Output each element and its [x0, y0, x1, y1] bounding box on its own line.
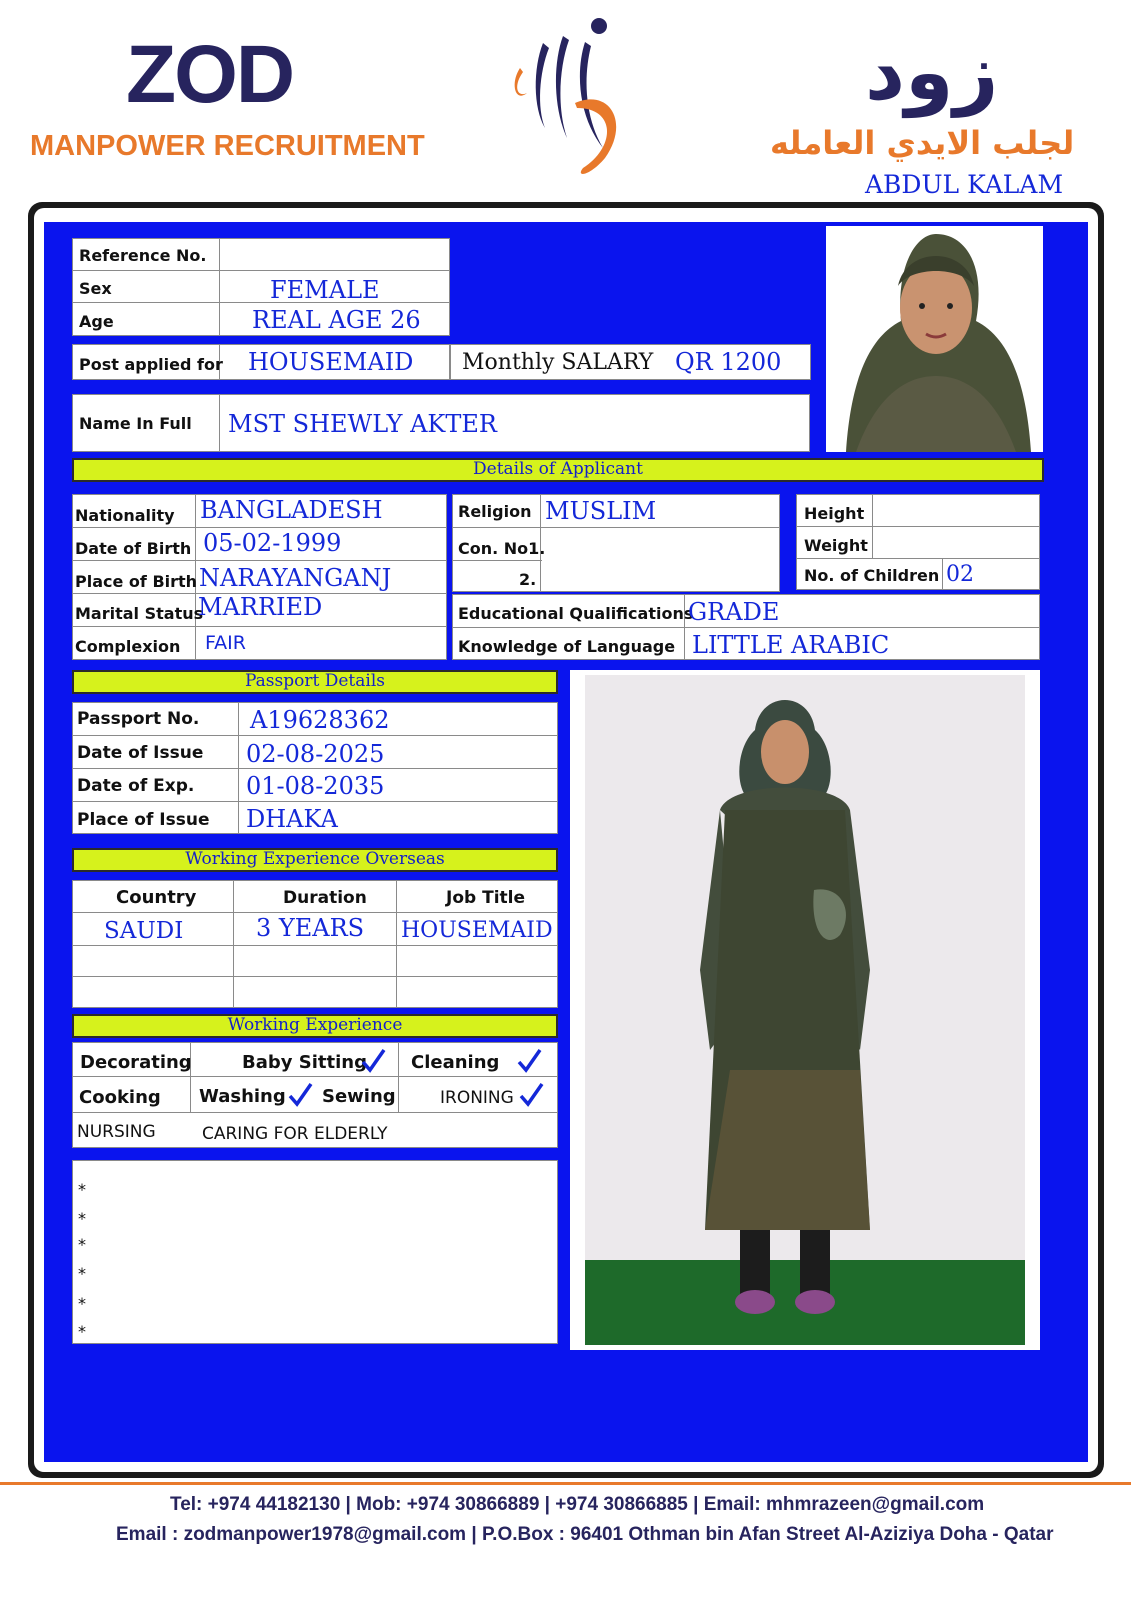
check-ironing-icon [518, 1082, 544, 1108]
height-label: Height [804, 504, 865, 523]
place-value: DHAKA [246, 805, 338, 833]
religion-value: MUSLIM [545, 497, 657, 525]
post-label: Post applied for [79, 355, 223, 374]
details-right-line1 [796, 526, 1040, 527]
footer-divider [0, 1482, 1131, 1485]
religion-label: Religion [458, 502, 532, 521]
check-washing-icon [287, 1082, 313, 1108]
details-title-bar: Details of Applicant [72, 458, 1044, 482]
experience-title-bar: Working Experience [72, 1014, 558, 1038]
place-label: Place of Issue [77, 810, 210, 830]
exp-value: 01-08-2035 [246, 772, 385, 800]
agent-name: ABDUL KALAM [865, 170, 1064, 199]
edu-value: GRADE [688, 598, 780, 626]
skill-cooking: Cooking [79, 1087, 161, 1108]
skill-ironing: IRONING [440, 1088, 514, 1108]
overseas-title-bar: Working Experience Overseas [72, 848, 558, 872]
details-right-line2 [796, 558, 1040, 559]
note-bullet: * [78, 1209, 86, 1228]
passport-no-label: Passport No. [77, 709, 200, 729]
details-mid-line1 [452, 527, 780, 528]
children-value: 02 [946, 562, 974, 587]
details-right-divider2 [942, 558, 943, 590]
logo-zod: ZOD [126, 29, 294, 120]
con2-label: 2. [519, 570, 537, 589]
overseas-line2 [72, 945, 558, 946]
sex-value: FEMALE [270, 276, 380, 304]
skill-caring-for-elderly: CARING FOR ELDERLY [202, 1124, 388, 1144]
top-table-divider [219, 238, 220, 336]
note-bullet: * [78, 1322, 86, 1341]
details-left-line2 [72, 560, 447, 561]
pob-value: NARAYANGANJ [199, 564, 392, 592]
passport-title-bar: Passport Details [72, 670, 558, 694]
age-label: Age [79, 312, 114, 331]
overseas-header-duration: Duration [283, 888, 367, 908]
overseas-header-country: Country [116, 887, 197, 908]
passport-line1 [72, 735, 558, 736]
sex-row [72, 270, 450, 303]
overseas-col1 [233, 880, 234, 1008]
children-label: No. of Children [804, 566, 940, 585]
arabic-logo: زود [865, 28, 999, 118]
nationality-label: Nationality [75, 506, 175, 525]
check-cleaning-icon [516, 1048, 542, 1074]
overseas-col2 [396, 880, 397, 1008]
footer-line2: Email : zodmanpower1978@gmail.com | P.O.Box : 96401 Othman bin Afan Street Al-Aziziya Doha - Qatar [116, 1524, 1054, 1545]
details-left-line4 [72, 626, 447, 627]
name-value: MST SHEWLY AKTER [228, 410, 497, 438]
skill-decorating: Decorating [80, 1052, 192, 1073]
overseas-line1 [72, 912, 558, 913]
skill-baby-sitting: Baby Sitting [242, 1052, 367, 1073]
dob-label: Date of Birth [75, 539, 192, 558]
salary-label: Monthly SALARY [462, 350, 654, 375]
overseas-jobtitle-value: HOUSEMAID [401, 918, 553, 943]
details-left-line1 [72, 527, 447, 528]
overseas-duration-value: 3 YEARS [256, 914, 365, 942]
exp-col2 [398, 1042, 399, 1112]
passport-line2 [72, 768, 558, 769]
lang-label: Knowledge of Language [458, 637, 676, 656]
exp-line1 [72, 1076, 558, 1077]
note-bullet: * [78, 1294, 86, 1313]
logo-subtitle: MANPOWER RECRUITMENT [30, 130, 425, 162]
passport-line3 [72, 801, 558, 802]
marital-label: Marital Status [75, 604, 204, 623]
skill-cleaning: Cleaning [411, 1052, 500, 1073]
dob-value: 05-02-1999 [203, 529, 342, 557]
pob-label: Place of Birth [75, 572, 198, 591]
issue-label: Date of Issue [77, 743, 204, 763]
nationality-value: BANGLADESH [200, 496, 383, 524]
marital-value: MARRIED [198, 593, 323, 621]
issue-value: 02-08-2025 [246, 740, 385, 768]
overseas-header-jobtitle: Job Title [446, 888, 525, 908]
edu-line [452, 627, 1040, 628]
overseas-country-value: SAUDI [104, 918, 184, 944]
sex-label: Sex [79, 279, 112, 298]
post-value: HOUSEMAID [248, 348, 414, 376]
check-baby-sitting-icon [360, 1048, 386, 1074]
skill-nursing: NURSING [77, 1122, 156, 1142]
note-bullet: * [78, 1264, 86, 1283]
skill-washing: Washing [199, 1086, 286, 1107]
note-bullet: * [78, 1235, 86, 1254]
passport-no-value: A19628362 [250, 706, 390, 734]
skill-sewing: Sewing [322, 1086, 396, 1107]
company-emblem-icon [505, 8, 635, 183]
exp-label: Date of Exp. [77, 776, 195, 796]
notes-box [72, 1160, 558, 1344]
edu-label: Educational Qualifications [458, 604, 694, 623]
overseas-line3 [72, 976, 558, 977]
con1-label: Con. No1. [458, 539, 546, 558]
salary-value: QR 1200 [675, 348, 782, 376]
note-bullet: * [78, 1180, 86, 1199]
name-divider [219, 394, 220, 452]
applicant-full-photo [570, 670, 1040, 1350]
applicant-portrait [826, 226, 1043, 452]
complexion-label: Complexion [75, 637, 181, 656]
weight-label: Weight [804, 536, 868, 555]
exp-line2 [72, 1112, 558, 1113]
complexion-value: FAIR [205, 632, 246, 654]
footer-line1: Tel: +974 44182130 | Mob: +974 30866889 | +974 30866885 | Email: mhmrazeen@gmail.com [170, 1494, 985, 1515]
lang-value: LITTLE ARABIC [692, 631, 890, 659]
name-label: Name In Full [79, 414, 192, 433]
arabic-subtitle: لجلب الايدي العامله [770, 124, 1075, 162]
reference-label: Reference No. [79, 246, 207, 265]
details-mid-line2 [452, 560, 542, 561]
age-value: REAL AGE 26 [252, 306, 421, 334]
